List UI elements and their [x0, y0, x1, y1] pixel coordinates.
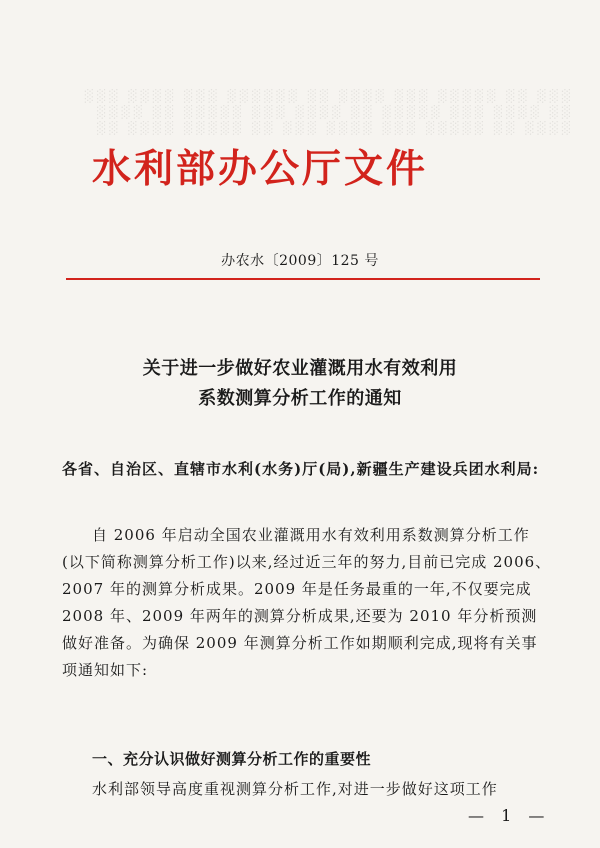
issuer-header-title: 水利部办公厅文件 — [92, 147, 429, 192]
red-divider-line — [66, 278, 540, 280]
page-number: — 1 — — [468, 806, 551, 825]
document-number: 办农水〔2009〕125 号 — [221, 253, 379, 269]
section-1-heading: 一、充分认识做好测算分析工作的重要性 — [92, 750, 372, 768]
body-paragraph-2: 水利部领导高度重视测算分析工作,对进一步做好这项工作 — [92, 780, 498, 798]
notice-title-line-2: 系数测算分析工作的通知 — [198, 388, 402, 409]
body-paragraph-1: 自 2006 年启动全国农业灌溉用水有效利用系数测算分析工作(以下简称测算分析工作)以来,经过近三年的努力,目前已完成 2006、2007 年的测算分析成果。2009 年是任务最重的一年,不仅要完成 2008 年、2009 年两年的测算分析成果,还要为 2010 年分析预测做好准备。为确保 2009 年测算分析工作如期顺利完成,现将有关事项通知如下: — [62, 526, 552, 679]
reverse-side-bleed-through: ░░░ ░░ ░░░░░ ░░░ ░░░░ ░░ ░░░░░░ ░░░ ░░░░ ░░░ ░░ ░░░░ ░░░ ░░░░░ ░░ ░░░░ ░░░ ░░░░░ ░░ ░░░░ ░░░░ ░░ ░░░░░ ░░░ ░░░░ ░░░ ░░ ░░░░░ ░░░░ ░░ — [80, 89, 570, 135]
notice-title-line-1: 关于进一步做好农业灌溉用水有效利用 — [142, 358, 458, 379]
addressee: 各省、自治区、直辖市水利(水务)厅(局),新疆生产建设兵团水利局: — [62, 460, 540, 478]
